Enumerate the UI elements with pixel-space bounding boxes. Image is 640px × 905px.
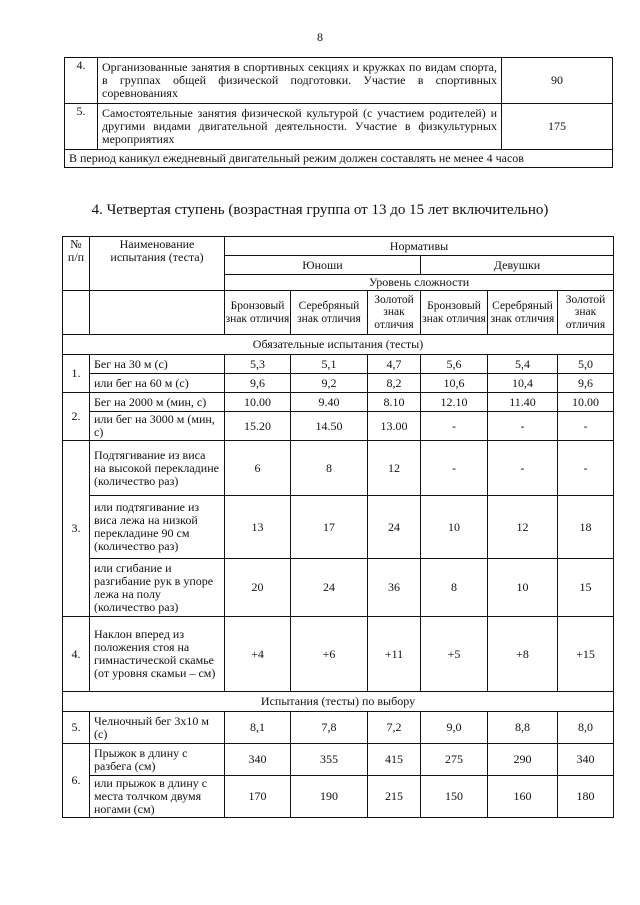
norm-value: 10.00 — [558, 393, 614, 412]
norm-value: 6 — [225, 441, 291, 496]
norm-value: 5,3 — [225, 355, 291, 374]
test-number: 4. — [63, 617, 90, 692]
norm-value: 340 — [558, 744, 614, 776]
test-row — [63, 412, 614, 441]
test-name: Челночный бег 3x10 м (с) — [90, 712, 225, 744]
norm-value: 12.10 — [421, 393, 488, 412]
boys-silver-header: Серебряный знак отличия — [291, 291, 368, 335]
activity-value: 90 — [502, 58, 613, 104]
norm-value: - — [558, 412, 614, 441]
norm-value: 8 — [291, 441, 368, 496]
norm-value: +8 — [488, 617, 558, 692]
norm-value: 10,6 — [421, 374, 488, 393]
test-row — [63, 374, 614, 393]
test-number: 2. — [63, 393, 90, 441]
norm-value: 8,0 — [558, 712, 614, 744]
norm-value: 9,0 — [421, 712, 488, 744]
norm-value: 5,4 — [488, 355, 558, 374]
test-name: Подтягивание из виса на высокой перекладине (количество раз) — [90, 441, 225, 496]
page-number: 8 — [317, 30, 323, 44]
norm-value: 160 — [488, 776, 558, 818]
norm-value: 415 — [368, 744, 421, 776]
norm-value: 10.00 — [225, 393, 291, 412]
norms-header: Нормативы — [225, 237, 614, 256]
norm-value: 5,1 — [291, 355, 368, 374]
test-name: или подтягивание из виса лежа на низкой перекладине 90 см (количество раз) — [90, 496, 225, 559]
norm-value: 12 — [488, 496, 558, 559]
section-title: 4. Четвертая ступень (возрастная группа от 13 до 15 лет включительно) — [91, 202, 549, 218]
activity-row — [65, 58, 613, 104]
norm-value: - — [558, 441, 614, 496]
test-row — [63, 617, 614, 692]
boys-header: Юноши — [225, 256, 421, 275]
norm-value: 10,4 — [488, 374, 558, 393]
mandatory-tests-header: Обязательные испытания (тесты) — [63, 335, 614, 355]
column-number-header: № п/п — [63, 237, 90, 291]
norm-value: +4 — [225, 617, 291, 692]
norm-value: 9,2 — [291, 374, 368, 393]
boys-bronze-header: Бронзовый знак отличия — [225, 291, 291, 335]
norm-value: 8.10 — [368, 393, 421, 412]
norm-value: 290 — [488, 744, 558, 776]
activity-value: 175 — [502, 104, 613, 150]
norm-value: 8 — [421, 559, 488, 617]
activity-text: Самостоятельные занятия физической культурой (с участием родителей) и другими видами двигательной деятельности. Участие в физкультурных мероприятиях — [98, 104, 502, 150]
norm-value: - — [488, 412, 558, 441]
norm-value: 13 — [225, 496, 291, 559]
norm-value: - — [488, 441, 558, 496]
test-row — [63, 393, 614, 412]
girls-bronze-header: Бронзовый знак отличия — [421, 291, 488, 335]
test-name: или бег на 3000 м (мин, с) — [90, 412, 225, 441]
norm-value: 170 — [225, 776, 291, 818]
test-number: 3. — [63, 441, 90, 617]
norm-value: 12 — [368, 441, 421, 496]
norm-value: 180 — [558, 776, 614, 818]
girls-header: Девушки — [421, 256, 614, 275]
test-row — [63, 776, 614, 818]
difficulty-level-header: Уровень сложности — [225, 275, 614, 291]
test-name: или прыжок в длину с места толчком двумя ногами (см) — [90, 776, 225, 818]
norm-value: 24 — [291, 559, 368, 617]
girls-gold-header: Золотой знак отличия — [558, 291, 614, 335]
test-name: Прыжок в длину с разбега (см) — [90, 744, 225, 776]
norm-value: +6 — [291, 617, 368, 692]
norm-value: 9.40 — [291, 393, 368, 412]
norm-value: +5 — [421, 617, 488, 692]
norm-value: 7,8 — [291, 712, 368, 744]
norm-value: 8,2 — [368, 374, 421, 393]
norm-value: 7,2 — [368, 712, 421, 744]
norm-value: 36 — [368, 559, 421, 617]
norm-value: 20 — [225, 559, 291, 617]
norm-value: 9,6 — [225, 374, 291, 393]
activity-row — [65, 104, 613, 150]
column-name-header: Наименование испытания (теста) — [90, 237, 225, 291]
test-name: Бег на 2000 м (мин, с) — [90, 393, 225, 412]
test-number: 6. — [63, 744, 90, 818]
boys-gold-header: Золотой знак отличия — [368, 291, 421, 335]
norm-value: 150 — [421, 776, 488, 818]
norm-value: 10 — [488, 559, 558, 617]
optional-tests-header: Испытания (тесты) по выбору — [63, 692, 614, 712]
activity-table — [64, 57, 613, 168]
test-number: 5. — [63, 712, 90, 744]
activity-number: 4. — [65, 58, 98, 104]
norm-value: 215 — [368, 776, 421, 818]
test-row — [63, 496, 614, 559]
norm-value: 15 — [558, 559, 614, 617]
activity-number: 5. — [65, 104, 98, 150]
norm-value: 14.50 — [291, 412, 368, 441]
test-name: Наклон вперед из положения стоя на гимнастической скамье (от уровня скамьи – см) — [90, 617, 225, 692]
test-name: Бег на 30 м (с) — [90, 355, 225, 374]
test-row — [63, 355, 614, 374]
girls-silver-header: Серебряный знак отличия — [488, 291, 558, 335]
norm-value: 275 — [421, 744, 488, 776]
test-row — [63, 441, 614, 496]
norm-value: 190 — [291, 776, 368, 818]
norm-value: 15.20 — [225, 412, 291, 441]
norm-value: 18 — [558, 496, 614, 559]
norm-value: 9,6 — [558, 374, 614, 393]
norm-value: 11.40 — [488, 393, 558, 412]
norm-value: 5,0 — [558, 355, 614, 374]
test-row — [63, 744, 614, 776]
norm-value: 4,7 — [368, 355, 421, 374]
norm-value: 17 — [291, 496, 368, 559]
norm-value: 24 — [368, 496, 421, 559]
norm-value: - — [421, 412, 488, 441]
test-row — [63, 559, 614, 617]
norm-value: +15 — [558, 617, 614, 692]
norm-value: 340 — [225, 744, 291, 776]
norms-table — [62, 236, 614, 818]
test-name: или бег на 60 м (с) — [90, 374, 225, 393]
test-number: 1. — [63, 355, 90, 393]
test-row — [63, 712, 614, 744]
norm-value: 8,1 — [225, 712, 291, 744]
norm-value: +11 — [368, 617, 421, 692]
norm-value: 8,8 — [488, 712, 558, 744]
activity-text: Организованные занятия в спортивных секциях и кружках по видам спорта, в группах общей физической подготовки. Участие в спортивных соревнованиях — [98, 58, 502, 104]
norm-value: 10 — [421, 496, 488, 559]
norm-value: 355 — [291, 744, 368, 776]
test-name: или сгибание и разгибание рук в упоре лежа на полу (количество раз) — [90, 559, 225, 617]
norm-value: - — [421, 441, 488, 496]
norm-value: 13.00 — [368, 412, 421, 441]
activity-note: В период каникул ежедневный двигательный режим должен составлять не менее 4 часов — [65, 150, 613, 168]
norm-value: 5,6 — [421, 355, 488, 374]
